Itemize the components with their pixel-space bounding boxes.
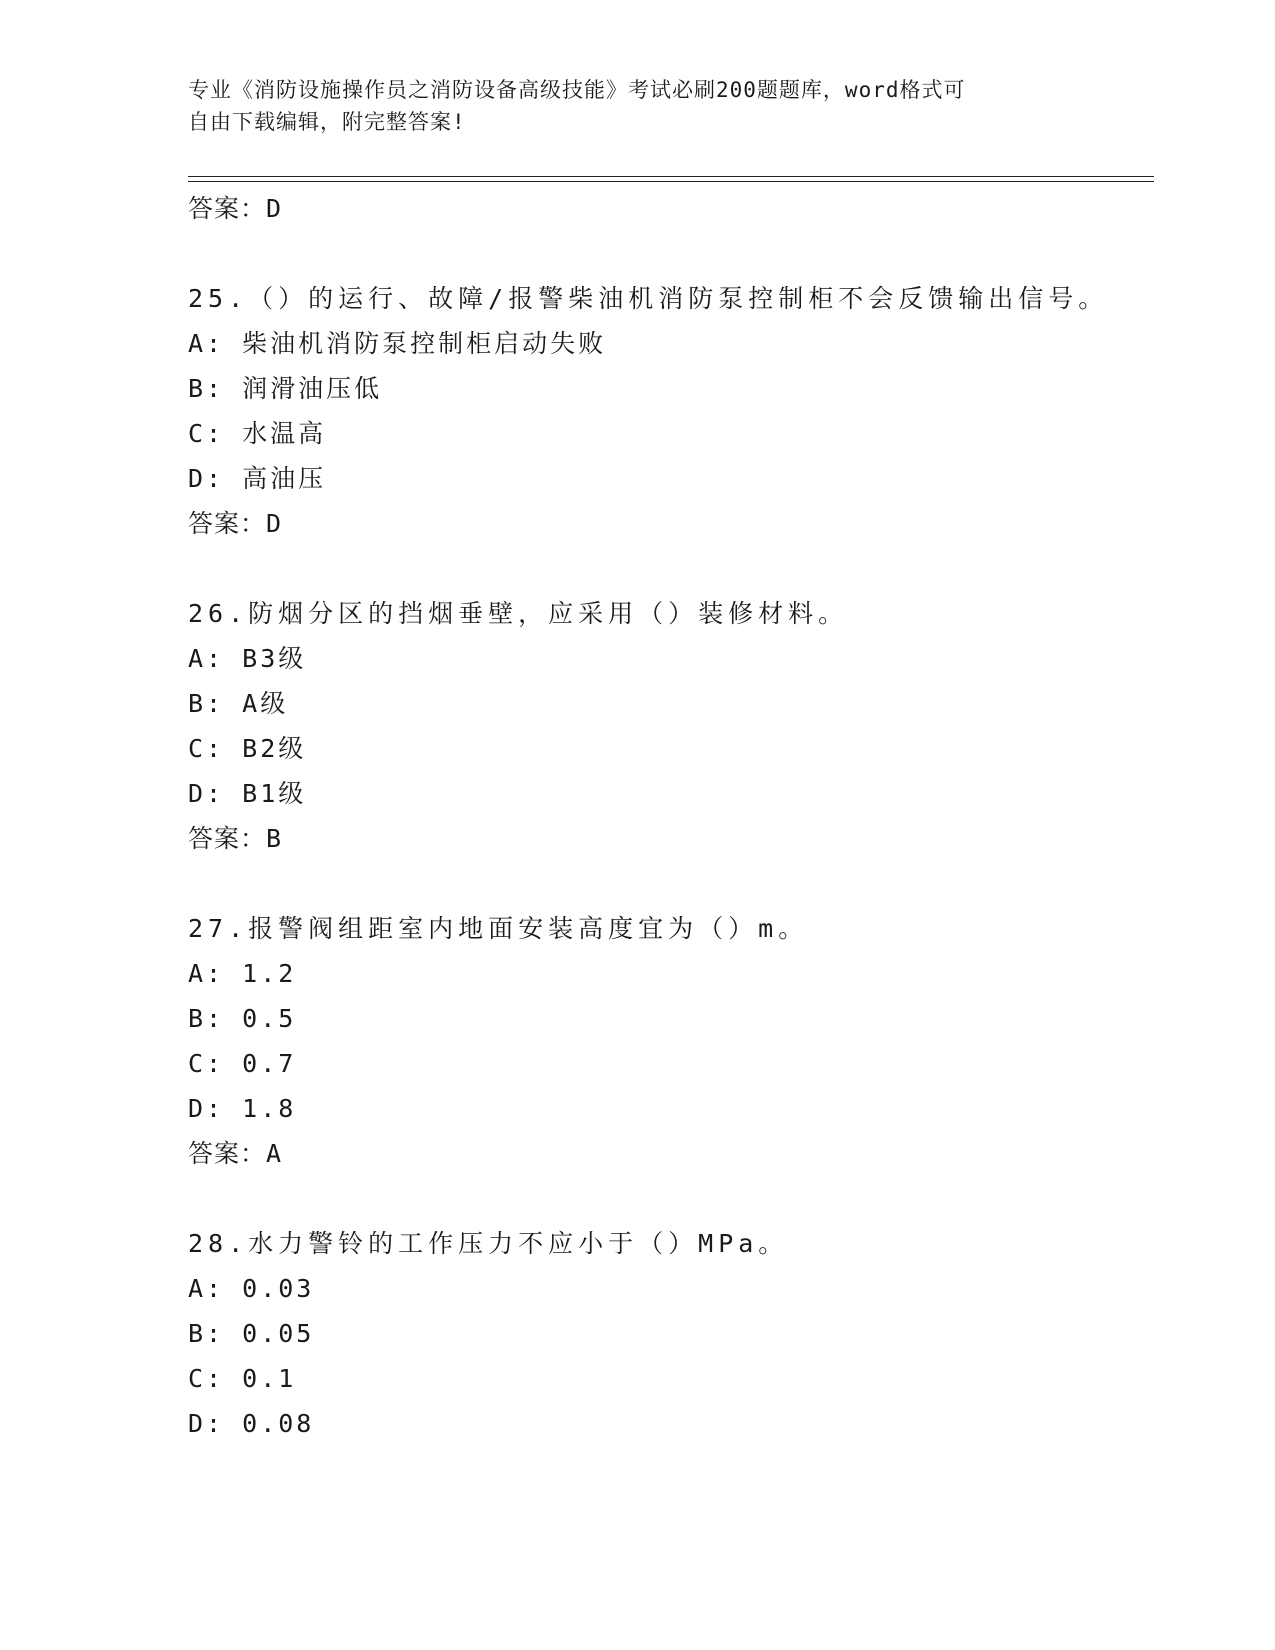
answer-line — [188, 507, 282, 541]
header-divider-line-2 — [188, 181, 1154, 182]
option-a: A: B3级 — [188, 644, 307, 673]
answer-value: D — [266, 509, 283, 538]
option-b: B: A级 — [188, 689, 289, 718]
option-c: C: B2级 — [188, 734, 307, 763]
answer-label: 答案： — [188, 194, 267, 223]
answer-line — [188, 822, 282, 856]
question-stem: 25.（）的运行、故障/报警柴油机消防泵控制柜不会反馈输出信号。 — [188, 284, 1109, 313]
header-divider-line — [188, 176, 1154, 177]
option-d: D: 高油压 — [188, 464, 327, 493]
option-d: D: 1.8 — [188, 1094, 297, 1123]
answer-line-prev — [188, 192, 282, 226]
option-b: B: 0.5 — [188, 1004, 297, 1033]
option-c: C: 0.7 — [188, 1049, 297, 1078]
answer-value: A — [266, 1139, 283, 1168]
header-line-2: 自由下载编辑，附完整答案! — [188, 110, 466, 134]
option-d: D: 0.08 — [188, 1409, 315, 1438]
option-c: C: 0.1 — [188, 1364, 297, 1393]
option-b: B: 0.05 — [188, 1319, 315, 1348]
question-stem: 28.水力警铃的工作压力不应小于（）MPa。 — [188, 1229, 789, 1258]
answer-value: D — [266, 194, 283, 223]
answer-label: 答案： — [188, 509, 267, 538]
answer-line — [188, 1137, 282, 1171]
option-c: C: 水温高 — [188, 419, 327, 448]
question-stem: 27.报警阀组距室内地面安装高度宜为（）m。 — [188, 914, 809, 943]
option-a: A: 柴油机消防泵控制柜启动失败 — [188, 329, 607, 358]
option-b: B: 润滑油压低 — [188, 374, 383, 403]
answer-label: 答案： — [188, 824, 267, 853]
question-stem: 26.防烟分区的挡烟垂壁，应采用（）装修材料。 — [188, 599, 849, 628]
option-d: D: B1级 — [188, 779, 307, 808]
answer-value: B — [266, 824, 283, 853]
option-a: A: 1.2 — [188, 959, 297, 988]
option-a: A: 0.03 — [188, 1274, 315, 1303]
header-line-1: 专业《消防设施操作员之消防设备高级技能》考试必刷200题题库，word格式可 — [188, 78, 966, 102]
document-header — [188, 74, 1088, 138]
answer-label: 答案： — [188, 1139, 267, 1168]
